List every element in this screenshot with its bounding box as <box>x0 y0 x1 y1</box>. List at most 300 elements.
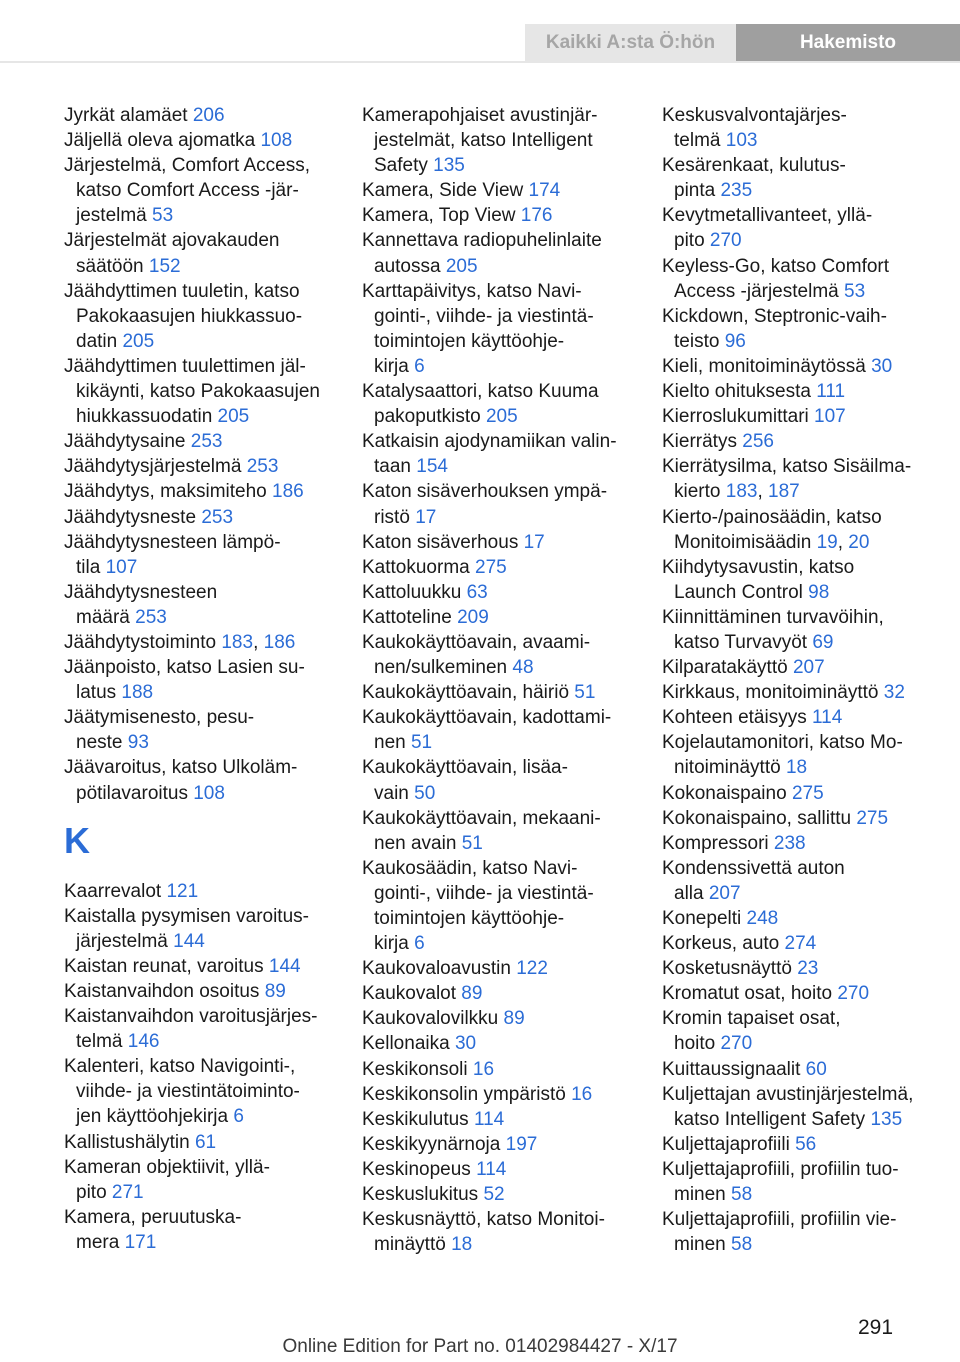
index-column-2 <box>362 103 648 1257</box>
page-link[interactable]: 93 <box>127 732 149 754</box>
entry-text: viihde- ja viestintätoiminto- <box>76 1081 300 1103</box>
entry-text: autossa <box>374 255 446 277</box>
entry-text: alla <box>674 882 709 904</box>
entry-text: Jäähdytysjärjestelmä <box>64 456 247 478</box>
entry-text: kikäynti, katso Pakokaasujen <box>76 381 320 403</box>
page-link[interactable]: 176 <box>520 205 553 227</box>
page-link[interactable]: 144 <box>173 930 205 952</box>
page-link[interactable]: 107 <box>105 556 138 578</box>
entry-text: Jäähdytysnesteen <box>64 581 218 603</box>
entry-text: Jäähdyttimen tuuletin, katso <box>64 280 300 302</box>
entry-text: Kaistanvaihdon varoitusjärjes- <box>64 1006 318 1028</box>
entry-text: jestelmät, katso Intelligent <box>374 130 593 152</box>
page-link[interactable]: 30 <box>454 1033 477 1055</box>
entry-text: Kattokuorma <box>362 556 475 578</box>
index-entry <box>662 1082 952 1132</box>
index-entry: Jäähdytystoiminto 183, 186 <box>64 631 296 653</box>
index-entry <box>662 856 952 906</box>
page-link[interactable]: 275 <box>856 807 889 829</box>
page-link[interactable]: 6 <box>414 933 425 955</box>
entry-text: Kokonaispaino <box>662 782 792 804</box>
page-link[interactable]: 53 <box>844 280 866 302</box>
index-entry <box>362 680 648 705</box>
entry-text: Kallistushälytin <box>64 1131 195 1153</box>
index-entry <box>662 806 952 831</box>
page-link[interactable]: 19 <box>816 531 838 553</box>
page-link[interactable]: 275 <box>791 782 824 804</box>
entry-text: Jäähdytysneste <box>64 506 202 528</box>
page-link[interactable]: 270 <box>837 983 870 1005</box>
entry-text: Kromatut osat, hoito <box>662 983 838 1005</box>
index-entry <box>362 981 648 1006</box>
page-link[interactable]: 89 <box>503 1008 525 1030</box>
index-entry <box>662 1006 952 1056</box>
entry-text: Access -järjestelmä <box>674 280 844 302</box>
page-link[interactable]: 253 <box>246 456 279 478</box>
section-letter: K <box>64 819 90 861</box>
entry-text: minen <box>674 1184 732 1206</box>
index-entry <box>362 1107 648 1132</box>
entry-text: minen <box>674 1234 732 1256</box>
index-entry <box>662 379 952 404</box>
entry-text: Monitoimisäädin <box>674 531 817 553</box>
index-entry <box>64 954 350 979</box>
page-link[interactable]: 16 <box>472 1058 495 1080</box>
page-link[interactable]: 50 <box>414 782 436 804</box>
index-entry <box>662 680 952 705</box>
page-link[interactable]: 205 <box>485 406 518 428</box>
index-entry <box>662 831 952 856</box>
index-entry <box>362 806 648 856</box>
page-link[interactable]: 6 <box>414 355 425 377</box>
entry-text: määrä <box>76 606 136 628</box>
entry-text: Kameran objektiivit, yllä- <box>64 1156 270 1178</box>
entry-text: Järjestelmä, Comfort Access, <box>64 155 311 177</box>
page-link[interactable]: 89 <box>461 983 483 1005</box>
entry-text: nitoiminäyttö <box>674 757 786 779</box>
index-entry <box>662 429 952 454</box>
entry-text: Kickdown, Steptronic-vaih- <box>662 305 887 327</box>
entry-text: Kuljettajan avustinjärjestelmä, <box>662 1083 914 1105</box>
index-entry <box>362 1182 648 1207</box>
index-entry <box>362 856 648 956</box>
page-link[interactable]: 16 <box>571 1083 593 1105</box>
page-link[interactable]: 18 <box>785 757 808 779</box>
index-entry <box>362 956 648 981</box>
index-entry <box>64 879 350 904</box>
index-entry <box>362 228 648 278</box>
page-link[interactable]: 114 <box>473 1108 505 1130</box>
entry-text: Kaukovalot <box>362 983 462 1005</box>
entry-text: Safety <box>374 155 434 177</box>
page-link[interactable]: 188 <box>121 682 154 704</box>
entry-text: Jäähdytystoiminto <box>64 631 222 653</box>
index-entry <box>662 1057 952 1082</box>
entry-text: Korkeus, auto <box>662 933 785 955</box>
index-entry <box>64 655 350 705</box>
entry-text: Kamerapohjaiset avustinjär- <box>362 105 598 126</box>
entry-text: minäyttö <box>374 1234 452 1256</box>
page-link[interactable]: 51 <box>461 832 483 854</box>
page-link[interactable]: 256 <box>742 431 774 453</box>
index-entry <box>662 203 952 253</box>
entry-text: Järjestelmät ajovakauden <box>64 230 280 252</box>
entry-text: Katkaisin ajodynamiikan valin- <box>362 431 617 453</box>
entry-text: Jyrkät alamäet <box>64 105 193 126</box>
index-entry <box>64 153 350 228</box>
index-entry: Kierrätysilma, katso Sisäilma- kierto 183, 187 <box>662 456 912 503</box>
page-link[interactable]: 270 <box>709 230 742 252</box>
index-entry <box>64 103 350 128</box>
entry-text: Kevytmetallivanteet, yllä- <box>662 205 873 227</box>
index-entry <box>362 479 648 529</box>
entry-text: kirja <box>374 933 415 955</box>
entry-text: Kaukokäyttöavain, kadottami- <box>362 707 612 729</box>
page-link[interactable]: 48 <box>512 657 534 679</box>
entry-text: Kuljettajaprofiili <box>662 1133 796 1155</box>
entry-text: Katon sisäverhous <box>362 531 524 553</box>
page-link[interactable]: 253 <box>190 431 223 453</box>
page-link[interactable]: 205 <box>122 330 155 352</box>
entry-text: Kierrätysilma, katso Sisäilma- <box>662 456 912 478</box>
entry-text: hoito <box>674 1033 721 1055</box>
page-link[interactable]: 58 <box>731 1234 753 1256</box>
page-link[interactable]: 205 <box>445 255 478 277</box>
entry-text: pinta <box>674 180 721 202</box>
page-number: 291 <box>858 1316 894 1339</box>
page-link[interactable]: 207 <box>708 882 741 904</box>
footer-edition: Online Edition for Part no. 01402984427 - X/17 <box>282 1336 678 1357</box>
entry-text: katso Comfort Access -jär- <box>76 180 299 202</box>
entry-text: nen <box>374 732 411 754</box>
index-entry <box>362 279 648 379</box>
index-entry <box>362 630 648 680</box>
entry-text: pakoputkisto <box>374 406 486 428</box>
page-link[interactable]: 248 <box>746 908 779 929</box>
index-entry <box>362 379 648 429</box>
page-link[interactable]: 107 <box>814 406 846 428</box>
entry-text: Kosketusnäyttö <box>662 958 798 980</box>
entry-text: Jäähdytysaine <box>64 431 191 453</box>
page-link[interactable]: 205 <box>217 406 250 428</box>
entry-text: Kellonaika <box>362 1033 455 1055</box>
index-entry <box>662 655 952 680</box>
index-entry <box>64 505 350 530</box>
page-link[interactable]: 154 <box>416 456 448 478</box>
entry-text: Kokonaispaino, sallittu <box>662 807 857 829</box>
entry-text: telmä <box>674 130 726 152</box>
entry-text: Jäätymisenesto, pesu- <box>64 707 255 729</box>
entry-text: Jäähdyttimen tuulettimen jäl- <box>64 355 306 377</box>
entry-text: Keskikonsolin ympäristö <box>362 1083 572 1105</box>
page-link[interactable]: 51 <box>574 682 596 704</box>
entry-text: latus <box>76 682 122 704</box>
index-entry <box>662 1207 952 1257</box>
entry-text: Kaukovaloavustin <box>362 958 517 980</box>
page-link[interactable]: 18 <box>451 1234 473 1256</box>
page-link[interactable]: 103 <box>725 130 758 152</box>
index-entry <box>362 203 648 228</box>
entry-text: Katon sisäverhouksen ympä- <box>362 481 608 503</box>
index-entry <box>662 956 952 981</box>
page-link[interactable]: 51 <box>410 732 433 754</box>
entry-text: Kiinnittäminen turvavöihin, <box>662 606 884 628</box>
entry-text: pito <box>76 1181 112 1203</box>
index-entry <box>362 1157 648 1182</box>
index-entry <box>362 1082 648 1107</box>
index-entry <box>662 404 952 429</box>
page-link[interactable]: 253 <box>201 506 234 528</box>
page-link[interactable]: 96 <box>724 330 746 352</box>
entry-text: katso Intelligent Safety <box>674 1108 871 1130</box>
index-entry <box>662 354 952 379</box>
page-link[interactable]: 111 <box>816 381 846 403</box>
entry-text: gointi-, viihde- ja viestintä- <box>374 305 594 327</box>
entry-text: Kesärenkaat, kulutus- <box>662 155 846 177</box>
entry-text: Kielto ohituksesta <box>662 381 817 403</box>
page-link[interactable]: 144 <box>268 955 301 977</box>
entry-text: jen käyttöohjekirja <box>76 1106 234 1128</box>
index-entry <box>64 429 350 454</box>
index-entry <box>362 1031 648 1056</box>
entry-text: taan <box>374 456 417 478</box>
page-link[interactable]: 187 <box>768 481 800 503</box>
page-link[interactable]: 209 <box>457 606 489 628</box>
page-link[interactable]: 56 <box>795 1133 817 1155</box>
page-link[interactable]: 152 <box>148 255 181 277</box>
entry-text: Keskusnäyttö, katso Monitoi- <box>362 1209 605 1231</box>
index-entry <box>362 1057 648 1082</box>
entry-text: Keskikonsoli <box>362 1058 473 1080</box>
page-link[interactable]: 114 <box>476 1158 507 1180</box>
entry-text: Kuittaussignaalit <box>662 1058 806 1080</box>
page-link[interactable]: 253 <box>135 606 167 628</box>
entry-text: järjestelmä <box>76 930 174 952</box>
index-entry <box>64 904 350 954</box>
page-link[interactable]: 30 <box>871 355 893 377</box>
page-link[interactable]: 20 <box>848 531 870 553</box>
index-entry <box>64 454 350 479</box>
entry-text: Kannettava radiopuhelinlaite <box>362 230 602 252</box>
entry-text: neste <box>76 732 128 754</box>
entry-text: Kierto-/painosäädin, katso <box>662 506 882 528</box>
entry-text: Kiihdytysavustin, katso <box>662 556 855 578</box>
index-entry <box>64 1130 350 1155</box>
index-entry <box>662 555 952 605</box>
index-entry <box>64 1054 350 1129</box>
index-entry <box>64 705 350 755</box>
entry-text: ristö <box>374 506 416 528</box>
entry-text: telmä <box>76 1031 128 1053</box>
entry-text: katso Turvavyöt <box>674 631 813 653</box>
index-entry <box>662 705 952 730</box>
index-entry <box>64 228 350 278</box>
entry-text: Kaistan reunat, varoitus <box>64 955 269 977</box>
page-link[interactable]: 275 <box>475 556 507 578</box>
index-entry <box>662 1157 952 1207</box>
entry-text: Kaukokäyttöavain, lisäa- <box>362 757 568 779</box>
entry-text: Jäänpoisto, katso Lasien su- <box>64 657 305 679</box>
index-entry <box>64 979 350 1004</box>
entry-text: Kaukosäädin, katso Navi- <box>362 857 578 879</box>
page-link[interactable]: 146 <box>127 1031 160 1053</box>
entry-text: datin <box>76 330 123 352</box>
entry-text: Katalysaattori, katso Kuuma <box>362 381 599 403</box>
page-link[interactable]: 61 <box>194 1131 217 1153</box>
page-link[interactable]: 186 <box>272 481 304 503</box>
tab-section: Kaikki A:sta Ö:hön <box>525 24 736 61</box>
page-link[interactable]: 197 <box>505 1133 538 1155</box>
index-entry <box>362 705 648 755</box>
index-entry <box>662 605 952 655</box>
page-link[interactable]: 183 <box>221 631 254 653</box>
entry-text: Kaukokäyttöavain, avaami- <box>362 631 591 653</box>
entry-text: Kamera, peruutuska- <box>64 1206 242 1228</box>
page-link[interactable]: 52 <box>483 1184 505 1206</box>
page-link[interactable]: 89 <box>264 981 286 1002</box>
index-entry <box>64 530 350 580</box>
entry-text: Kierrätys <box>662 431 743 453</box>
index-entry <box>662 981 952 1006</box>
entry-text: Kaukokäyttöavain, mekaani- <box>362 807 601 829</box>
entry-text: Kuljettajaprofiili, profiilin tuo- <box>662 1158 899 1180</box>
entry-text: tila <box>76 556 106 578</box>
entry-text: Karttapäivitys, katso Navi- <box>362 280 582 302</box>
entry-text: Kaarrevalot <box>64 880 167 902</box>
page-link[interactable]: 114 <box>811 707 843 729</box>
index-entry <box>64 479 350 504</box>
entry-text: jestelmä <box>76 205 153 227</box>
page-link[interactable]: 63 <box>466 581 488 603</box>
page-link[interactable]: 60 <box>805 1058 827 1080</box>
index-column-3 <box>662 103 952 1257</box>
page-header <box>0 0 960 61</box>
entry-text: Keskuslukitus <box>362 1184 484 1206</box>
index-entry <box>662 254 952 304</box>
page-link[interactable]: 206 <box>192 105 225 126</box>
index-entry <box>362 605 648 630</box>
entry-text: Kieli, monitoiminäytössä <box>662 355 872 377</box>
page-link[interactable]: 238 <box>773 832 806 854</box>
page-link[interactable]: 121 <box>166 880 199 902</box>
index-entry <box>362 580 648 605</box>
index-entry <box>362 1006 648 1031</box>
entry-text: Kamera, Side View <box>362 180 529 202</box>
entry-text: Keskinopeus <box>362 1158 477 1180</box>
entry-text: Kalenteri, katso Navigointi-, <box>64 1056 296 1078</box>
page-link[interactable]: 274 <box>784 933 817 955</box>
index-entry <box>362 755 648 805</box>
tab-index: Hakemisto <box>736 24 960 61</box>
index-entry <box>362 103 648 178</box>
entry-text: nen/sulkeminen <box>374 657 513 679</box>
page-link[interactable]: 58 <box>731 1184 753 1206</box>
entry-text: toimintojen käyttöohje- <box>374 908 565 929</box>
entry-text: vain <box>374 782 415 804</box>
index-entry <box>64 1205 350 1255</box>
page-link[interactable]: 32 <box>883 682 905 704</box>
index-entry <box>662 781 952 806</box>
index-entry <box>662 730 952 780</box>
page-link[interactable]: 53 <box>152 205 174 227</box>
index-entry <box>662 931 952 956</box>
entry-text: Keyless-Go, katso Comfort <box>662 255 890 277</box>
index-entry <box>362 1132 648 1157</box>
index-entry <box>64 1155 350 1205</box>
entry-text: Jäähdytysnesteen lämpö- <box>64 531 281 553</box>
index-entry <box>362 555 648 580</box>
entry-text: Kohteen etäisyys <box>662 707 812 729</box>
index-entry <box>362 429 648 479</box>
page-link[interactable]: 171 <box>124 1231 157 1253</box>
entry-text: toimintojen käyttöohje- <box>374 330 565 352</box>
index-entry <box>64 755 350 805</box>
index-entry <box>64 128 350 153</box>
entry-text: Kaistalla pysymisen varoitus- <box>64 905 309 927</box>
page-link[interactable]: 135 <box>433 155 465 177</box>
page-link[interactable]: 207 <box>792 657 825 679</box>
header-divider <box>0 61 960 63</box>
index-entry <box>662 304 952 354</box>
entry-text: Kattoluukku <box>362 581 467 603</box>
page-link[interactable]: 6 <box>233 1106 244 1128</box>
page-link[interactable]: 135 <box>870 1108 903 1130</box>
page-link[interactable]: 183 <box>725 481 758 503</box>
entry-text: hiukkassuodatin <box>76 406 218 428</box>
index-entry <box>362 178 648 203</box>
index-entry <box>362 530 648 555</box>
page-link[interactable]: 108 <box>260 130 293 152</box>
index-entry <box>662 1132 952 1157</box>
entry-text: Kilparatakäyttö <box>662 657 793 679</box>
index-entry <box>64 354 350 429</box>
index-entry: Kierto-/painosäädin, katso Monitoimisäädin 19, 20 <box>662 506 882 553</box>
entry-text: kierto <box>674 481 726 503</box>
entry-text: pötilavaroitus <box>76 782 194 804</box>
page-link[interactable]: 186 <box>263 631 296 653</box>
entry-text: Jäähdytys, maksimiteho <box>64 481 273 503</box>
page-link[interactable]: 69 <box>812 631 834 653</box>
entry-text: Pakokaasujen hiukkassuo- <box>76 305 303 327</box>
page-link[interactable]: 17 <box>415 506 437 528</box>
entry-text: pito <box>674 230 710 252</box>
page-link[interactable]: 174 <box>528 180 561 202</box>
page-link[interactable]: 98 <box>808 581 830 603</box>
entry-text: teisto <box>674 330 725 352</box>
entry-text: Launch Control <box>674 581 809 603</box>
page-link[interactable]: 122 <box>516 958 548 980</box>
entry-text: Kaistanvaihdon osoitus <box>64 981 265 1002</box>
entry-text: Kuljettajaprofiili, profiilin vie- <box>662 1209 897 1231</box>
page-link[interactable]: 271 <box>111 1181 144 1203</box>
entry-text: Jäävaroitus, katso Ulkoläm- <box>64 757 298 779</box>
entry-text: gointi-, viihde- ja viestintä- <box>374 882 594 904</box>
entry-text: kirja <box>374 355 415 377</box>
index-entry <box>64 580 350 630</box>
page-link[interactable]: 17 <box>523 531 545 553</box>
entry-text: Kamera, Top View <box>362 205 521 227</box>
entry-text: Kierroslukumittari <box>662 406 815 428</box>
page-link[interactable]: 270 <box>720 1033 753 1055</box>
page-link[interactable]: 23 <box>797 958 819 980</box>
entry-text: Konepelti <box>662 908 747 929</box>
page-link[interactable]: 108 <box>193 782 225 804</box>
page-link[interactable]: 235 <box>720 180 753 202</box>
entry-text: Keskusvalvontajärjes- <box>662 105 847 126</box>
entry-text: Kromin tapaiset osat, <box>662 1008 841 1030</box>
entry-text: Kondenssivettä auton <box>662 857 845 879</box>
entry-text: Kaukokäyttöavain, häiriö <box>362 682 575 704</box>
